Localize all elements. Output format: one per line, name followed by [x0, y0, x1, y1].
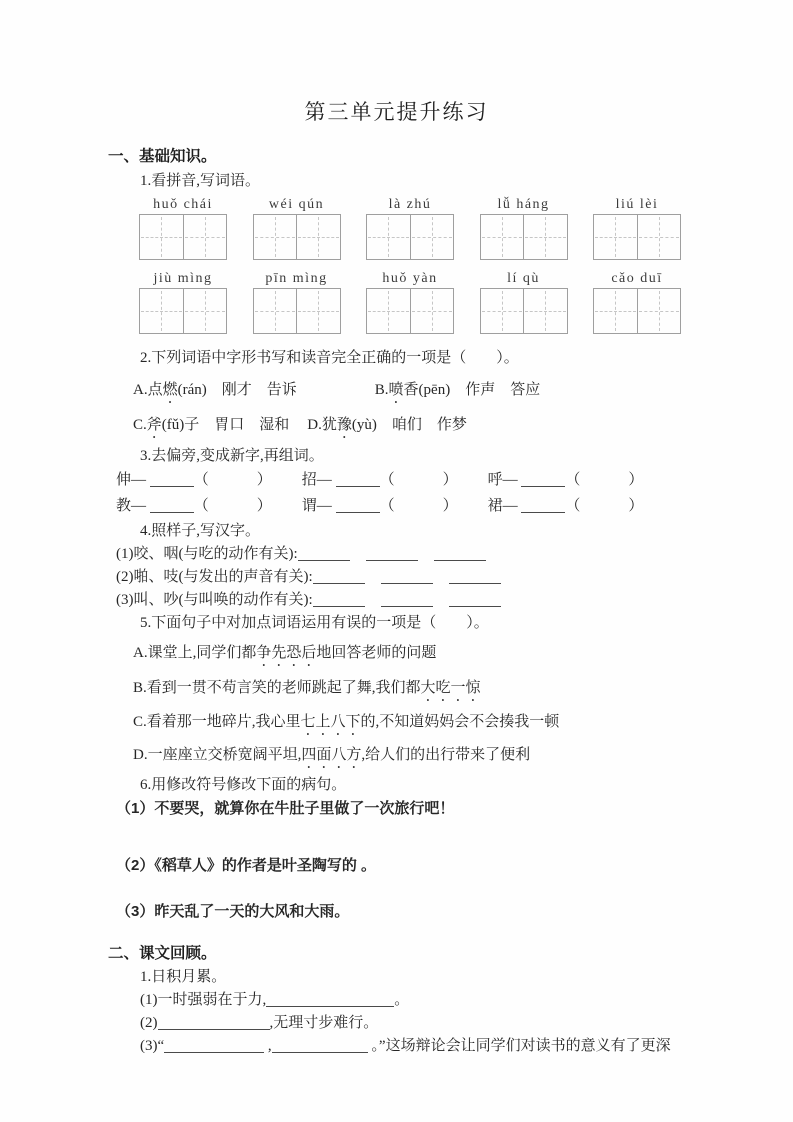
- q5-stem: 5.下面句子中对加点词语运用有误的一项是（ ）。: [140, 615, 489, 631]
- q6-sentence-3: （3）昨天乱了一天的大风和大雨。: [116, 903, 350, 920]
- grid-cell: [594, 289, 637, 333]
- text-segment: ）: [442, 472, 458, 488]
- s2-line-2: [140, 1012, 737, 1035]
- text-segment: A.点: [133, 382, 163, 398]
- character-writing-grid: [366, 214, 454, 260]
- q5-option-a: [133, 642, 737, 670]
- grid-cell: [183, 215, 227, 259]
- q6-sentence-1: （1）不要哭，就算你在牛肚子里做了一次旅行吧！: [116, 800, 455, 817]
- pinyin-label: liú lèi: [615, 197, 659, 212]
- text-segment: ）: [628, 498, 644, 514]
- text-segment: ,无理寸步难行。: [269, 1015, 379, 1031]
- answer-blank: [272, 1037, 368, 1053]
- answer-blank: [521, 471, 565, 487]
- answer-blank: [313, 568, 365, 584]
- pinyin-label: huǒ chái: [153, 197, 213, 212]
- spacer: [365, 603, 381, 604]
- text-segment: (1)一时强弱在于力,: [140, 992, 267, 1008]
- character-writing-grid: [480, 214, 568, 260]
- text-segment: 呼—: [487, 472, 522, 488]
- answer-blank: [381, 568, 433, 584]
- character-writing-grid: [253, 214, 341, 260]
- character-writing-grid: [139, 214, 227, 260]
- grid-cell: [367, 215, 410, 259]
- pinyin-word-column: [481, 269, 567, 334]
- pinyin-word-column: [367, 269, 453, 334]
- spacer: [209, 483, 257, 484]
- q3-label: 3.去偏旁,变成新字,再组词。: [140, 448, 324, 464]
- answer-blank: [150, 497, 194, 513]
- grid-cell: [637, 215, 681, 259]
- text-segment: C.: [133, 417, 147, 433]
- pinyin-label: wéi qún: [268, 197, 325, 212]
- pinyin-word-column: [594, 269, 680, 334]
- section2-heading: 二、课文回顾。: [108, 945, 217, 962]
- grid-cell: [481, 215, 524, 259]
- page-title: 第三单元提升练习: [304, 100, 489, 124]
- q1-label: 1.看拼音,写词语。: [140, 173, 261, 189]
- emphasized-word: 四面八方: [301, 747, 362, 763]
- answer-blank: [266, 991, 394, 1007]
- pinyin-word-column: [140, 269, 226, 334]
- pinyin-label: huǒ yàn: [382, 271, 438, 286]
- worksheet-content: [0, 145, 793, 1058]
- q4-label: 4.照样子,写汉字。: [140, 523, 261, 539]
- pinyin-label: lí qù: [507, 271, 540, 286]
- grid-cell: [183, 289, 227, 333]
- text-segment: (yù) 咱们 作梦: [351, 417, 467, 433]
- emphasized-word: 大吃一惊: [420, 680, 481, 696]
- text-segment: 。”这场辩论会让同学们对读书的意义有了更深: [367, 1038, 671, 1054]
- q2-options-cd: [133, 414, 737, 442]
- spacer: [433, 603, 449, 604]
- text-segment: ）: [256, 472, 272, 488]
- text-segment: （: [565, 498, 581, 514]
- q2-options-ab: [133, 379, 737, 407]
- spacer: [580, 483, 628, 484]
- text-segment: （: [379, 498, 395, 514]
- text-segment: (rán) 刚才 告诉: [177, 382, 297, 398]
- s2-line-3: [140, 1035, 737, 1058]
- spacer: [272, 509, 302, 510]
- text-segment: 谓—: [301, 498, 336, 514]
- answer-blank: [381, 591, 433, 607]
- pinyin-label: jiù mìng: [153, 271, 213, 286]
- text-segment: (3)叫、吵(与叫唤的动作有关):: [116, 592, 313, 608]
- emphasized-word: 喷: [388, 382, 404, 398]
- text-segment: （: [193, 498, 209, 514]
- text-segment: ）: [256, 498, 272, 514]
- answer-blank: [366, 545, 418, 561]
- grid-cell: [140, 215, 183, 259]
- s2-line-1: [140, 989, 737, 1012]
- answer-blank: [449, 591, 501, 607]
- text-segment: 香(pēn) 作声 答应: [403, 382, 541, 398]
- spacer: [395, 483, 443, 484]
- pinyin-word-column: [481, 195, 567, 260]
- q2-stem: 2.下列词语中字形书写和读音完全正确的一项是（ ）。: [140, 350, 519, 366]
- text-segment: 教—: [116, 498, 150, 514]
- text-segment: ）: [628, 472, 644, 488]
- text-segment: (2): [140, 1015, 158, 1031]
- q3-row-2: [116, 495, 737, 518]
- text-segment: A.课堂上,同学们都: [133, 645, 257, 661]
- q6-sentence-2: （2）《稻草人》的作者是叶圣陶写的 。: [116, 857, 377, 874]
- spacer: [418, 557, 434, 558]
- text-segment: ,给人们的出行带来了便利: [361, 747, 531, 763]
- s2-q1-label: 1.日积月累。: [140, 969, 227, 985]
- text-segment: 招—: [301, 472, 336, 488]
- pinyin-word-column: [140, 195, 226, 260]
- grid-cell: [410, 289, 454, 333]
- grid-cell: [254, 289, 297, 333]
- text-segment: B.: [374, 382, 389, 398]
- answer-blank: [336, 497, 380, 513]
- text-segment: C.看着那一地碎片,我心里: [133, 714, 301, 730]
- grid-cell: [367, 289, 410, 333]
- pinyin-word-column: [594, 195, 680, 260]
- answer-blank: [313, 591, 365, 607]
- grid-cell: [523, 215, 567, 259]
- answer-blank: [521, 497, 565, 513]
- answer-blank: [298, 545, 350, 561]
- spacer: [458, 483, 488, 484]
- emphasized-word: 燃: [162, 382, 178, 398]
- text-segment: B.看到一贯不苟言笑的老师跳起了舞,我们都: [133, 680, 421, 696]
- text-segment: （: [565, 472, 581, 488]
- character-writing-grid: [593, 288, 681, 334]
- pinyin-label: là zhú: [388, 197, 432, 212]
- grid-cell: [254, 215, 297, 259]
- pinyin-label: cǎo duī: [611, 271, 663, 286]
- pinyin-label: lǚ háng: [497, 197, 550, 212]
- emphasized-word: 斧: [146, 417, 162, 433]
- pinyin-label: pīn mìng: [265, 271, 328, 286]
- answer-blank: [164, 1037, 264, 1053]
- text-segment: D.一座座立交桥宽阔平坦,: [133, 747, 302, 763]
- q5-option-b: [133, 677, 737, 705]
- emphasized-word: 七上八下: [300, 714, 361, 730]
- grid-cell: [523, 289, 567, 333]
- spacer: [458, 509, 488, 510]
- text-segment: D.犹: [307, 417, 337, 433]
- q4-line-1: [116, 543, 737, 566]
- pinyin-word-column: [254, 269, 340, 334]
- spacer: [272, 483, 302, 484]
- text-segment: ）: [442, 498, 458, 514]
- character-writing-grid: [366, 288, 454, 334]
- answer-blank: [150, 471, 194, 487]
- character-writing-grid: [480, 288, 568, 334]
- grid-cell: [594, 215, 637, 259]
- grid-cell: [140, 289, 183, 333]
- character-writing-grid: [593, 214, 681, 260]
- pinyin-word-column: [367, 195, 453, 260]
- text-segment: (fǔ)子 胃口 湿和: [161, 417, 290, 433]
- text-segment: (3)“: [140, 1038, 165, 1054]
- section1-heading: 一、基础知识。: [108, 148, 217, 165]
- answer-blank: [336, 471, 380, 487]
- text-segment: ,: [264, 1038, 272, 1054]
- text-segment: 的,不知道妈妈会不会揍我一顿: [360, 714, 560, 730]
- text-segment: （: [193, 472, 209, 488]
- answer-blank: [449, 568, 501, 584]
- spacer: [395, 509, 443, 510]
- q5-option-d: [133, 744, 737, 772]
- q3-row-1: [116, 469, 737, 492]
- pinyin-grid-row-2: [140, 269, 680, 334]
- text-segment: （: [379, 472, 395, 488]
- text-segment: 伸—: [116, 472, 150, 488]
- grid-cell: [410, 215, 454, 259]
- text-segment: 。: [394, 992, 410, 1008]
- spacer: [365, 580, 381, 581]
- pinyin-grid-row-1: [140, 195, 680, 260]
- character-writing-grid: [139, 288, 227, 334]
- spacer: [297, 393, 375, 394]
- emphasized-word: 争先恐后: [256, 645, 317, 661]
- spacer: [580, 509, 628, 510]
- grid-cell: [481, 289, 524, 333]
- text-segment: (1)咬、咽(与吃的动作有关):: [116, 546, 298, 562]
- grid-cell: [296, 215, 340, 259]
- answer-blank: [158, 1014, 270, 1030]
- answer-blank: [434, 545, 486, 561]
- character-writing-grid: [253, 288, 341, 334]
- grid-cell: [296, 289, 340, 333]
- spacer: [289, 428, 307, 429]
- spacer: [209, 509, 257, 510]
- q5-option-c: [133, 711, 737, 739]
- q4-line-3: [116, 589, 737, 612]
- emphasized-word: 豫: [336, 417, 352, 433]
- spacer: [350, 557, 366, 558]
- spacer: [433, 580, 449, 581]
- pinyin-word-column: [254, 195, 340, 260]
- text-segment: 地回答老师的问题: [316, 645, 437, 661]
- q6-label: 6.用修改符号修改下面的病句。: [140, 777, 347, 793]
- q4-line-2: [116, 566, 737, 589]
- text-segment: 裙—: [487, 498, 522, 514]
- text-segment: (2)啪、吱(与发出的声音有关):: [116, 569, 313, 585]
- grid-cell: [637, 289, 681, 333]
